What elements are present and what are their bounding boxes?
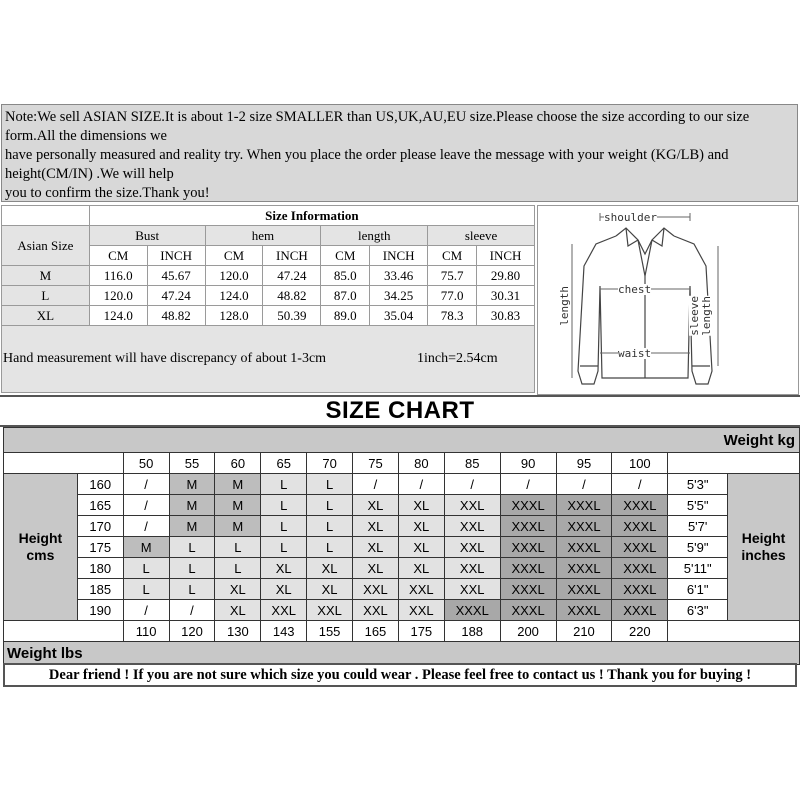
size-cell: M <box>169 495 215 516</box>
table-cell: 30.31 <box>477 286 535 306</box>
size-cell: L <box>307 516 353 537</box>
weight-kg-cell: 75 <box>353 453 399 474</box>
height-cms-label <box>4 474 78 621</box>
weight-kg-cell: 80 <box>398 453 444 474</box>
weight-kg-cell: 70 <box>307 453 353 474</box>
size-cell: XXXL <box>556 558 612 579</box>
table-cell: 50.39 <box>263 306 321 326</box>
table-row <box>4 579 800 600</box>
size-cell: XL <box>261 558 307 579</box>
height-inches-label <box>728 474 800 621</box>
length-header: length <box>321 226 428 246</box>
waist-label: waist <box>618 347 652 360</box>
unit-header: INCH <box>263 246 321 266</box>
note-line: have personally measured and reality try. When you place the order please leave the message with your weight (KG/LB) and <box>5 147 729 163</box>
size-cell: XL <box>307 558 353 579</box>
height-inches-label-line: inches <box>741 547 786 563</box>
size-cell: XL <box>398 495 444 516</box>
size-cell: L <box>169 579 215 600</box>
size-cell: XL <box>353 558 399 579</box>
hem-header: hem <box>205 226 321 246</box>
size-cell: M <box>215 474 261 495</box>
size-cell: XL <box>353 495 399 516</box>
height-cm-cell: 175 <box>77 537 123 558</box>
table-row <box>4 474 800 495</box>
height-cms-label-line: Height <box>18 530 63 546</box>
weight-kg-cell: 95 <box>556 453 612 474</box>
sleeve-header: sleeve <box>428 226 535 246</box>
size-cell: XL <box>307 579 353 600</box>
size-cell: XXXL <box>612 516 668 537</box>
shirt-icon <box>538 206 800 396</box>
size-cell: / <box>444 474 500 495</box>
size-cell: / <box>500 474 556 495</box>
table-cell: 47.24 <box>147 286 205 306</box>
size-cell: XXXL <box>500 579 556 600</box>
size-label: L <box>2 286 90 306</box>
weight-lbs-cell: 143 <box>261 621 307 642</box>
weight-kg-cell: 85 <box>444 453 500 474</box>
size-cell: XXL <box>444 495 500 516</box>
note-line: form.All the dimensions we <box>5 128 167 144</box>
size-cell: XXL <box>353 579 399 600</box>
table-cell: 75.7 <box>428 266 477 286</box>
size-cell: L <box>123 579 169 600</box>
height-inch-cell: 5'3" <box>668 474 728 495</box>
table-row <box>2 306 535 326</box>
unit-header: CM <box>89 246 147 266</box>
size-label: XL <box>2 306 90 326</box>
weight-kg-cell: 55 <box>169 453 215 474</box>
size-cell: XXXL <box>556 600 612 621</box>
table-row <box>4 537 800 558</box>
unit-header: CM <box>428 246 477 266</box>
size-cell: L <box>215 537 261 558</box>
height-cm-cell: 180 <box>77 558 123 579</box>
height-inch-cell: 6'3" <box>668 600 728 621</box>
table-cell: 47.24 <box>263 266 321 286</box>
weight-lbs-cell: 220 <box>612 621 668 642</box>
height-inch-cell: 5'9" <box>668 537 728 558</box>
unit-header: INCH <box>477 246 535 266</box>
size-cell: L <box>261 537 307 558</box>
table-row <box>4 516 800 537</box>
height-cm-cell: 190 <box>77 600 123 621</box>
size-cell: L <box>169 558 215 579</box>
height-inch-cell: 5'11" <box>668 558 728 579</box>
size-cell: XL <box>353 516 399 537</box>
size-cell: XXXL <box>500 558 556 579</box>
size-cell: XXL <box>444 558 500 579</box>
weight-kg-cell: 90 <box>500 453 556 474</box>
size-cell: XXXL <box>500 495 556 516</box>
table-cell: 48.82 <box>263 286 321 306</box>
size-label: M <box>2 266 90 286</box>
note-line: you to confirm the size.Thank you! <box>5 185 210 201</box>
table-cell: 45.67 <box>147 266 205 286</box>
size-cell: L <box>261 495 307 516</box>
table-cell: 124.0 <box>89 306 147 326</box>
table-row <box>4 495 800 516</box>
size-cell: XL <box>353 537 399 558</box>
size-cell: L <box>169 537 215 558</box>
chest-label: chest <box>618 283 652 296</box>
table-cell: 29.80 <box>477 266 535 286</box>
table-row <box>4 600 800 621</box>
size-cell: L <box>307 495 353 516</box>
size-cell: L <box>261 474 307 495</box>
size-cell: L <box>307 474 353 495</box>
table-cell: 35.04 <box>370 306 428 326</box>
weight-lbs-cell: 120 <box>169 621 215 642</box>
size-cell: XL <box>215 600 261 621</box>
height-cm-cell: 170 <box>77 516 123 537</box>
size-cell: XXXL <box>612 558 668 579</box>
size-cell: XXXL <box>444 600 500 621</box>
size-cell: L <box>307 537 353 558</box>
table-cell: 120.0 <box>89 286 147 306</box>
bust-header: Bust <box>89 226 205 246</box>
size-cell: M <box>215 495 261 516</box>
height-inch-cell: 6'1" <box>668 579 728 600</box>
size-cell: / <box>169 600 215 621</box>
size-cell: / <box>123 474 169 495</box>
size-cell: / <box>612 474 668 495</box>
size-cell: / <box>123 495 169 516</box>
size-note <box>1 104 798 202</box>
unit-header: INCH <box>147 246 205 266</box>
table-cell: 87.0 <box>321 286 370 306</box>
height-cm-cell: 165 <box>77 495 123 516</box>
weight-lbs-cell: 210 <box>556 621 612 642</box>
size-information-title: Size Information <box>89 206 534 226</box>
weight-lbs-cell: 188 <box>444 621 500 642</box>
size-cell: M <box>169 516 215 537</box>
unit-header: CM <box>321 246 370 266</box>
size-cell: XXXL <box>612 579 668 600</box>
shoulder-label: shoulder <box>604 211 657 224</box>
size-cell: XXL <box>444 516 500 537</box>
size-cell: XXL <box>398 600 444 621</box>
table-cell: 34.25 <box>370 286 428 306</box>
size-cell: XXL <box>398 579 444 600</box>
size-cell: / <box>556 474 612 495</box>
table-cell: 48.82 <box>147 306 205 326</box>
length-label: length <box>558 286 571 326</box>
weight-lbs-cell: 200 <box>500 621 556 642</box>
size-cell: XL <box>398 516 444 537</box>
table-row <box>2 286 535 306</box>
table-cell: 78.3 <box>428 306 477 326</box>
table-row <box>2 266 535 286</box>
size-cell: / <box>123 600 169 621</box>
size-cell: XXL <box>307 600 353 621</box>
size-cell: XXXL <box>556 495 612 516</box>
size-cell: XXL <box>444 579 500 600</box>
size-chart-table <box>3 427 800 665</box>
height-inch-cell: 5'7' <box>668 516 728 537</box>
size-cell: XXL <box>444 537 500 558</box>
size-cell: / <box>123 516 169 537</box>
table-cell: 33.46 <box>370 266 428 286</box>
table-cell: 30.83 <box>477 306 535 326</box>
size-cell: XXXL <box>612 495 668 516</box>
weight-kg-label: Weight kg <box>4 428 800 453</box>
weight-kg-cell: 65 <box>261 453 307 474</box>
note-line: height(CM/IN) .We will help <box>5 166 174 182</box>
sleeve-length-label: length <box>700 296 713 336</box>
size-cell: L <box>123 558 169 579</box>
size-cell: M <box>169 474 215 495</box>
height-cms-label-line: cms <box>26 547 55 563</box>
weight-kg-cell: 60 <box>215 453 261 474</box>
size-cell: XXXL <box>500 537 556 558</box>
note-line: Note:We sell ASIAN SIZE.It is about 1-2 size SMALLER than US,UK,AU,EU size.Please choose the size according to our size <box>5 109 750 125</box>
size-cell: L <box>215 558 261 579</box>
sleeve-label: sleeve <box>688 296 701 336</box>
weight-kg-cell: 50 <box>123 453 169 474</box>
height-inches-label-line: Height <box>741 530 786 546</box>
size-cell: XXXL <box>556 579 612 600</box>
discrepancy-note: Hand measurement will have discrepancy of about 1-3cm <box>3 351 327 366</box>
weight-lbs-label: Weight lbs <box>4 642 800 665</box>
table-cell: 124.0 <box>205 286 263 306</box>
shirt-measurement-diagram <box>537 205 799 395</box>
size-cell: / <box>398 474 444 495</box>
size-chart-title: SIZE CHART <box>325 397 475 424</box>
size-cell: XXL <box>353 600 399 621</box>
weight-lbs-cell: 110 <box>123 621 169 642</box>
weight-kg-cell: 100 <box>612 453 668 474</box>
size-cell: XL <box>261 579 307 600</box>
size-cell: XXXL <box>500 516 556 537</box>
size-cell: XL <box>215 579 261 600</box>
weight-lbs-cell: 155 <box>307 621 353 642</box>
table-cell: 120.0 <box>205 266 263 286</box>
size-cell: XXXL <box>500 600 556 621</box>
unit-header: INCH <box>370 246 428 266</box>
size-cell: M <box>123 537 169 558</box>
height-cm-cell: 160 <box>77 474 123 495</box>
size-cell: XXL <box>261 600 307 621</box>
weight-lbs-cell: 165 <box>353 621 399 642</box>
size-cell: XL <box>398 537 444 558</box>
asian-size-header: Asian Size <box>2 226 90 266</box>
size-cell: M <box>215 516 261 537</box>
contact-footer: Dear friend ! If you are not sure which size you could wear . Please feel free to contact us ! Thank you for buying ! <box>3 663 797 687</box>
table-cell: 128.0 <box>205 306 263 326</box>
size-cell: XL <box>398 558 444 579</box>
size-cell: / <box>353 474 399 495</box>
unit-header: CM <box>205 246 263 266</box>
table-cell: 77.0 <box>428 286 477 306</box>
weight-lbs-cell: 175 <box>398 621 444 642</box>
table-row <box>4 558 800 579</box>
size-cell: XXXL <box>612 537 668 558</box>
table-cell: 116.0 <box>89 266 147 286</box>
table-cell: 89.0 <box>321 306 370 326</box>
size-cell: XXXL <box>556 516 612 537</box>
size-cell: XXXL <box>612 600 668 621</box>
inch-conversion-note: 1inch=2.54cm <box>417 351 498 366</box>
height-cm-cell: 185 <box>77 579 123 600</box>
table-cell: 85.0 <box>321 266 370 286</box>
weight-lbs-cell: 130 <box>215 621 261 642</box>
size-cell: XXXL <box>556 537 612 558</box>
size-cell: L <box>261 516 307 537</box>
height-inch-cell: 5'5" <box>668 495 728 516</box>
